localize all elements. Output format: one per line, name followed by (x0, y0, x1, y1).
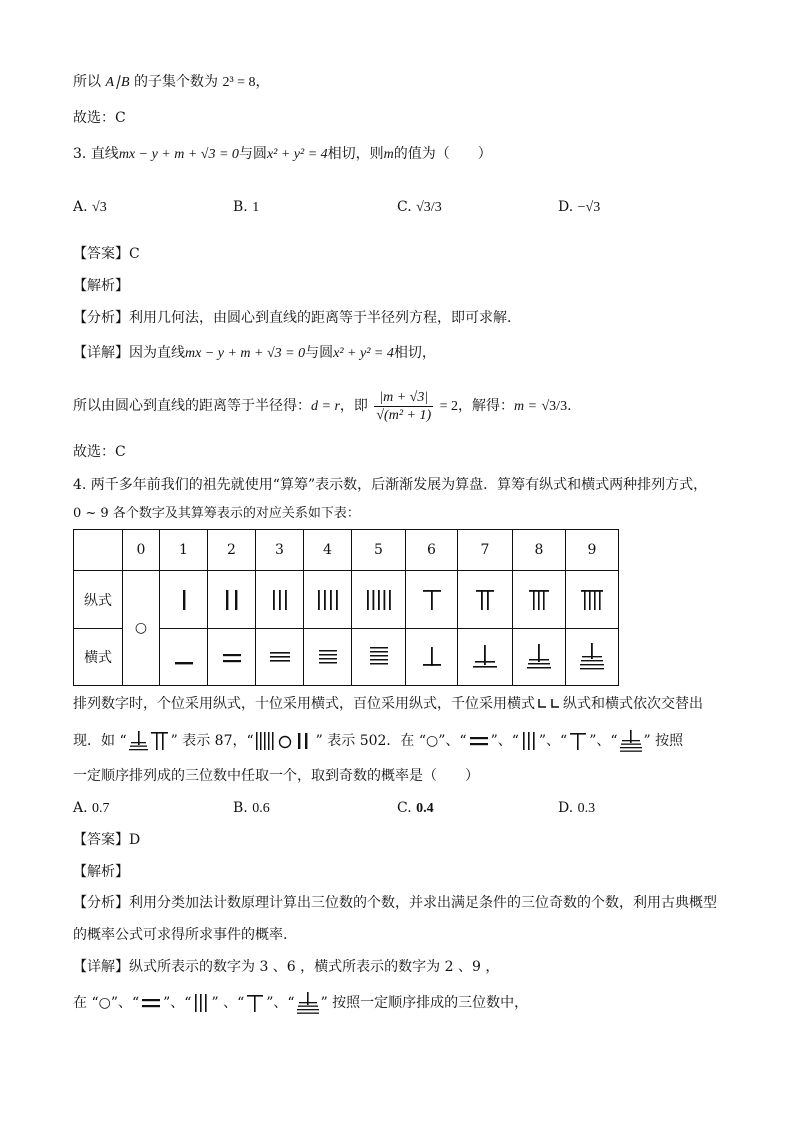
q3-detail-2 (73, 388, 572, 425)
text: 与圆 (238, 146, 267, 162)
option-label: A. (73, 199, 88, 215)
vertical-8 (513, 571, 566, 629)
q4-analysis-head: 【解析】 (73, 864, 129, 880)
text-line-subset-count (73, 72, 270, 93)
horizontal-3 (256, 629, 304, 686)
q4-stem-2: 0 ~ 9 各个数字及其算筹表示的对应关系如下表： (73, 506, 360, 521)
rod-icon-horizontal-9 (578, 641, 606, 673)
text: ”、“ (589, 733, 618, 749)
text: 纵式和横式依次交替出 (563, 696, 703, 712)
text: 在 “○”、“ (73, 995, 140, 1011)
distance-fraction (374, 389, 433, 424)
table-cell: 2 (208, 530, 256, 571)
rod-icon-vertical-8 (527, 588, 551, 612)
q3-choose: 故选：C (73, 444, 126, 460)
q4-analysis-1: 【分析】利用分类加法计数原理计算出三位数的个数，并求出满足条件的三位奇数的个数，利用古典概型 (73, 895, 717, 911)
q4-option-a (73, 798, 110, 819)
text: ” 按照一定顺序排成的三位数中， (320, 995, 529, 1011)
math-set: A∣B (105, 75, 130, 90)
option-label: C. (397, 800, 412, 816)
option-value: 0.6 (252, 801, 270, 816)
q4-analysis-2: 的概率公式可求得所求事件的概率. (73, 927, 288, 943)
rod-horizontal-9-icon (296, 991, 320, 1015)
vertical-1 (160, 571, 208, 629)
text: 直线 (90, 146, 119, 162)
fraction-numerator: |m + √3| (374, 389, 433, 407)
q3-option-a (73, 197, 107, 218)
counting-rods-table (73, 529, 619, 686)
rod-icon-horizontal-2 (220, 645, 244, 669)
result-value: √3/3 (541, 399, 568, 414)
text: ”、“ (163, 995, 192, 1011)
rod-icon-horizontal-3 (268, 645, 292, 669)
vertical-6 (406, 571, 458, 629)
fraction-denominator: √(m² + 1) (376, 407, 432, 423)
rod-icon-vertical-5 (366, 588, 392, 612)
text: ” 表示 87，“ (170, 733, 254, 749)
vertical-7 (458, 571, 513, 629)
text: 排列数字时，个位采用纵式，十位采用横式，百位采用纵式，千位采用横式 (73, 696, 535, 712)
option-value: 0.4 (416, 801, 434, 816)
choose-line: 故选：C (73, 110, 126, 126)
text: 现．如 “ (73, 733, 127, 749)
text: ，即 (339, 398, 368, 414)
vertical-5 (352, 571, 406, 629)
rod-icon-horizontal-6 (420, 644, 444, 670)
math-circle: x² + y² = 4 (266, 147, 328, 162)
text: ” 按照 (643, 733, 684, 749)
corner-symbol-icon (536, 697, 562, 711)
q3-option-c (397, 197, 442, 218)
table-cell (74, 530, 123, 571)
option-label: C. (397, 199, 412, 215)
text: ”、“ (490, 733, 519, 749)
text: 【详解】因为直线 (73, 345, 185, 361)
q3-option-d (558, 197, 600, 218)
rod-icon-vertical-1 (174, 588, 194, 612)
horizontal-6 (406, 629, 458, 686)
text: 的子集个数为 (134, 74, 219, 90)
math-result: m = (513, 399, 538, 414)
horizontal-4 (304, 629, 352, 686)
rod-icon-vertical-3 (270, 588, 290, 612)
option-value: √3/3 (416, 200, 442, 215)
math-line: mx − y + m + √3 = 0 (185, 346, 306, 361)
horizontal-7 (458, 629, 513, 686)
table-header-row (74, 530, 619, 571)
table-cell: 1 (160, 530, 208, 571)
q4-option-d (558, 798, 595, 819)
option-value: 0.7 (92, 801, 110, 816)
q4-option-c (397, 798, 434, 819)
horizontal-1 (160, 629, 208, 686)
option-value: 1 (252, 200, 260, 215)
table-cell: 4 (304, 530, 352, 571)
q4-answer: 【答案】D (73, 832, 141, 848)
rod-horizontal-9-icon (619, 729, 643, 753)
rod-vertical-3-icon (520, 730, 538, 752)
text: ” 、“ (211, 995, 245, 1011)
q4-detail-2 (73, 991, 528, 1015)
q3-analysis-head: 【解析】 (73, 278, 129, 294)
table-cell: 5 (352, 530, 406, 571)
table-cell: 7 (458, 530, 513, 571)
vertical-3 (256, 571, 304, 629)
text: 所以 (73, 74, 101, 90)
row-label: 纵式 (74, 571, 123, 629)
vertical-9 (566, 571, 619, 629)
rod-vertical-6-icon (568, 730, 588, 752)
rod-vertical-6-icon (245, 992, 265, 1014)
q3-detail-1 (73, 343, 436, 364)
table-cell: 0 (123, 530, 160, 571)
option-label: B. (233, 199, 248, 215)
math-var: m (383, 147, 394, 162)
horizontal-2 (208, 629, 256, 686)
question-3-stem (73, 144, 492, 165)
math-eq: d = r (311, 399, 340, 414)
q4-para-3: 一定顺序排列成的三位数中任取一个，取到奇数的概率是（ ） (73, 768, 479, 784)
text: 的值为（ ） (393, 146, 492, 162)
row-label: 横式 (74, 629, 123, 686)
q4-option-b (233, 798, 270, 819)
text: ”、“ (538, 733, 568, 749)
rod-502-icon (255, 730, 315, 752)
option-value: −√3 (577, 200, 601, 215)
table-cell: 8 (513, 530, 566, 571)
rod-icon-vertical-7 (473, 588, 497, 612)
rod-horizontal-2-icon (140, 994, 162, 1012)
zero-symbol: ○ (123, 571, 160, 686)
q4-para-1 (73, 694, 703, 714)
horizontal-5 (352, 629, 406, 686)
text: . (567, 398, 572, 414)
option-label: D. (558, 199, 574, 215)
option-label: A. (73, 800, 88, 816)
text: 相切， (393, 345, 436, 361)
horizontal-8 (513, 629, 566, 686)
rod-icon-horizontal-1 (172, 645, 196, 669)
option-value: 0.3 (577, 801, 596, 816)
rod-icon-vertical-6 (420, 588, 444, 612)
q3-option-b (233, 197, 259, 218)
text: ”、“ (266, 995, 295, 1011)
math-expr: 2³ = 8， (222, 75, 270, 90)
math-line: mx − y + m + √3 = 0 (118, 147, 239, 162)
q3-analysis: 【分析】利用几何法，由圆心到直线的距离等于半径列方程，即可求解. (73, 310, 512, 326)
rod-icon-vertical-9 (580, 588, 604, 612)
vertical-2 (208, 571, 256, 629)
vertical-4 (304, 571, 352, 629)
horizontal-9 (566, 629, 619, 686)
math-circle: x² + y² = 4 (333, 346, 394, 361)
rod-icon-horizontal-8 (525, 642, 553, 672)
rod-horizontal-2-icon (468, 732, 490, 750)
rod-icon-horizontal-7 (471, 643, 499, 671)
rod-icon-vertical-4 (316, 588, 340, 612)
rod-vertical-3-icon (192, 992, 210, 1014)
text: ” 表示 502．在 “○”、“ (315, 733, 467, 749)
rod-icon-horizontal-5 (367, 644, 391, 670)
rod-87-icon (128, 730, 170, 752)
question-number: 3. (73, 146, 87, 162)
q4-stem-1: 4. 两千多年前我们的祖先就使用“算筹”表示数，后渐渐发展为算盘．算筹有纵式和横式两种排列方式， (73, 477, 708, 493)
q4-para-2 (73, 729, 683, 753)
text: 与圆 (305, 345, 334, 361)
vertical-rods-row (74, 571, 619, 629)
table-cell: 9 (566, 530, 619, 571)
option-label: D. (558, 800, 574, 816)
rod-icon-vertical-2 (222, 588, 242, 612)
text: 所以由圆心到直线的距离等于半径得： (73, 398, 311, 414)
text: 相切，则 (327, 146, 384, 162)
math-eq: = 2 (439, 399, 458, 414)
q4-detail-1: 【详解】纵式所表示的数字为 3 、6 ，横式所表示的数字为 2 、9 ， (73, 959, 500, 975)
text: ，解得： (457, 398, 514, 414)
rod-icon-horizontal-4 (316, 645, 340, 669)
table-cell: 6 (406, 530, 458, 571)
q3-answer: 【答案】C (73, 246, 140, 262)
option-label: B. (233, 800, 248, 816)
option-value: √3 (92, 200, 107, 215)
table-cell: 3 (256, 530, 304, 571)
